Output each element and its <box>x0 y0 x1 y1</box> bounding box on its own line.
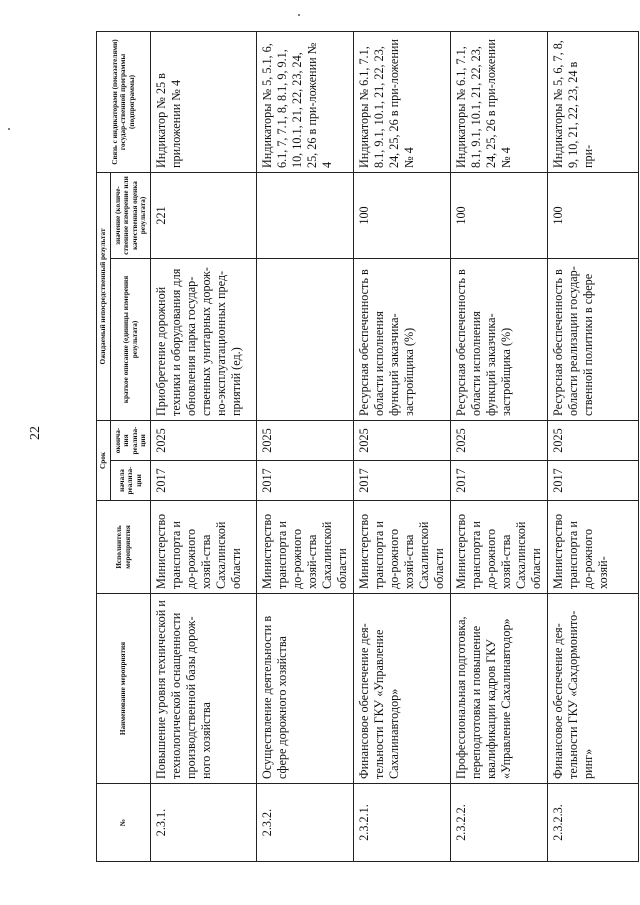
cell-num: 2.3.1. <box>151 784 257 862</box>
cell-name: Профессиональная подготовка, переподготовка и повышение квалификации кадров ГКУ «Управление Сахалинавтодор» <box>451 594 548 784</box>
cell-end: 2025 <box>257 421 354 461</box>
header-start: начала реализа-ции <box>111 461 151 501</box>
cell-value: 221 <box>151 173 257 259</box>
header-link: Связь с индикаторами (показателями) государ-ственной программы (подпрограммы) <box>97 32 151 173</box>
table-row <box>257 32 354 862</box>
table-row <box>548 32 639 862</box>
cell-link: Индикаторы № 6.1, 7.1, 8.1, 9.1, 10.1, 21, 22, 23, 24, 25, 26 в при-ложении № 4 <box>354 32 451 173</box>
cell-value: 100 <box>354 173 451 259</box>
cell-num: 2.3.2.2. <box>451 784 548 862</box>
cell-desc: Ресурсная обеспеченность в области исполнения функций заказчика-застройщика (%) <box>354 259 451 421</box>
header-executor: Исполнитель мероприятия <box>97 501 151 594</box>
cell-start: 2017 <box>451 461 548 501</box>
cell-executor: Министерство транспорта и до-рожного хозяй-ства Сахалинской области <box>354 501 451 594</box>
header-term: Срок <box>97 421 111 501</box>
cell-name: Осуществление деятельности в сфере дорожного хозяйства <box>257 594 354 784</box>
rotated-table-container <box>96 32 611 862</box>
measures-table <box>96 31 639 862</box>
cell-num: 2.3.2.1. <box>354 784 451 862</box>
table-row <box>451 32 548 862</box>
cell-desc <box>257 259 354 421</box>
cell-start: 2017 <box>548 461 639 501</box>
table-row <box>354 32 451 862</box>
cell-link: Индикаторы № 5, 5.1, 6, 6.1, 7, 7.1, 8, 8.1, 9, 9.1, 10, 10.1, 21, 22, 23, 24, 25, 26 в при-ложении № 4 <box>257 32 354 173</box>
cell-name: Повышение уровня технической и технологической оснащенности производственной базы дорож-ного хозяйства <box>151 594 257 784</box>
cell-desc: Ресурсная обеспеченность в области реализации государ-ственной политики в сфере <box>548 259 639 421</box>
header-num: № <box>97 784 151 862</box>
cell-value: 100 <box>451 173 548 259</box>
header-desc: краткое описание (единицы измерения результата) <box>111 259 151 421</box>
page-number: 22 <box>28 426 43 440</box>
cell-end: 2025 <box>354 421 451 461</box>
cell-desc: Ресурсная обеспеченность в области исполнения функций заказчика-застройщика (%) <box>451 259 548 421</box>
table-row <box>151 32 257 862</box>
cell-num: 2.3.2.3. <box>548 784 639 862</box>
header-name: Наименование мероприятия <box>97 594 151 784</box>
cell-link: Индикаторы № 5, 6, 7, 8, 9, 10, 21, 22, 23, 24 в при- <box>548 32 639 173</box>
cell-end: 2025 <box>451 421 548 461</box>
cell-value <box>257 173 354 259</box>
cell-name: Финансовое обеспечение дея-тельности ГКУ «Сахдормонито-ринг» <box>548 594 639 784</box>
header-end: оконча-ния реализа-ции <box>111 421 151 461</box>
cell-end: 2025 <box>548 421 639 461</box>
cell-num: 2.3.2. <box>257 784 354 862</box>
cell-desc: Приобретение дорожной техники и оборудования для обновления парка государ-ственных унитарных дорож-но-эксплуатационных пред-приятий (ед.) <box>151 259 257 421</box>
cell-start: 2017 <box>354 461 451 501</box>
cell-end: 2025 <box>151 421 257 461</box>
cell-executor: Министерство транспорта и до-рожного хозяй-ства Сахалинской области <box>151 501 257 594</box>
cell-link: Индикатор № 25 в приложении № 4 <box>151 32 257 173</box>
scan-speck <box>8 128 10 130</box>
cell-executor: Министерство транспорта и до-рожного хозяй- <box>548 501 639 594</box>
cell-value: 100 <box>548 173 639 259</box>
cell-start: 2017 <box>257 461 354 501</box>
cell-start: 2017 <box>151 461 257 501</box>
header-value: значение (количе-ственное измерение или качественная оценка результата) <box>111 173 151 259</box>
cell-link: Индикаторы № 6.1, 7.1, 8.1, 9.1, 10.1, 21, 22, 23, 24, 25, 26 в при-ложении № 4 <box>451 32 548 173</box>
header-result: Ожидаемый непосредственный результат <box>97 173 111 421</box>
cell-name: Финансовое обеспечение дея-тельности ГКУ «Управление Сахалинавтодор» <box>354 594 451 784</box>
cell-executor: Министерство транспорта и до-рожного хозяй-ства Сахалинской области <box>451 501 548 594</box>
cell-executor: Министерство транспорта и до-рожного хозяй-ства Сахалинской области <box>257 501 354 594</box>
scan-speck <box>298 14 300 16</box>
